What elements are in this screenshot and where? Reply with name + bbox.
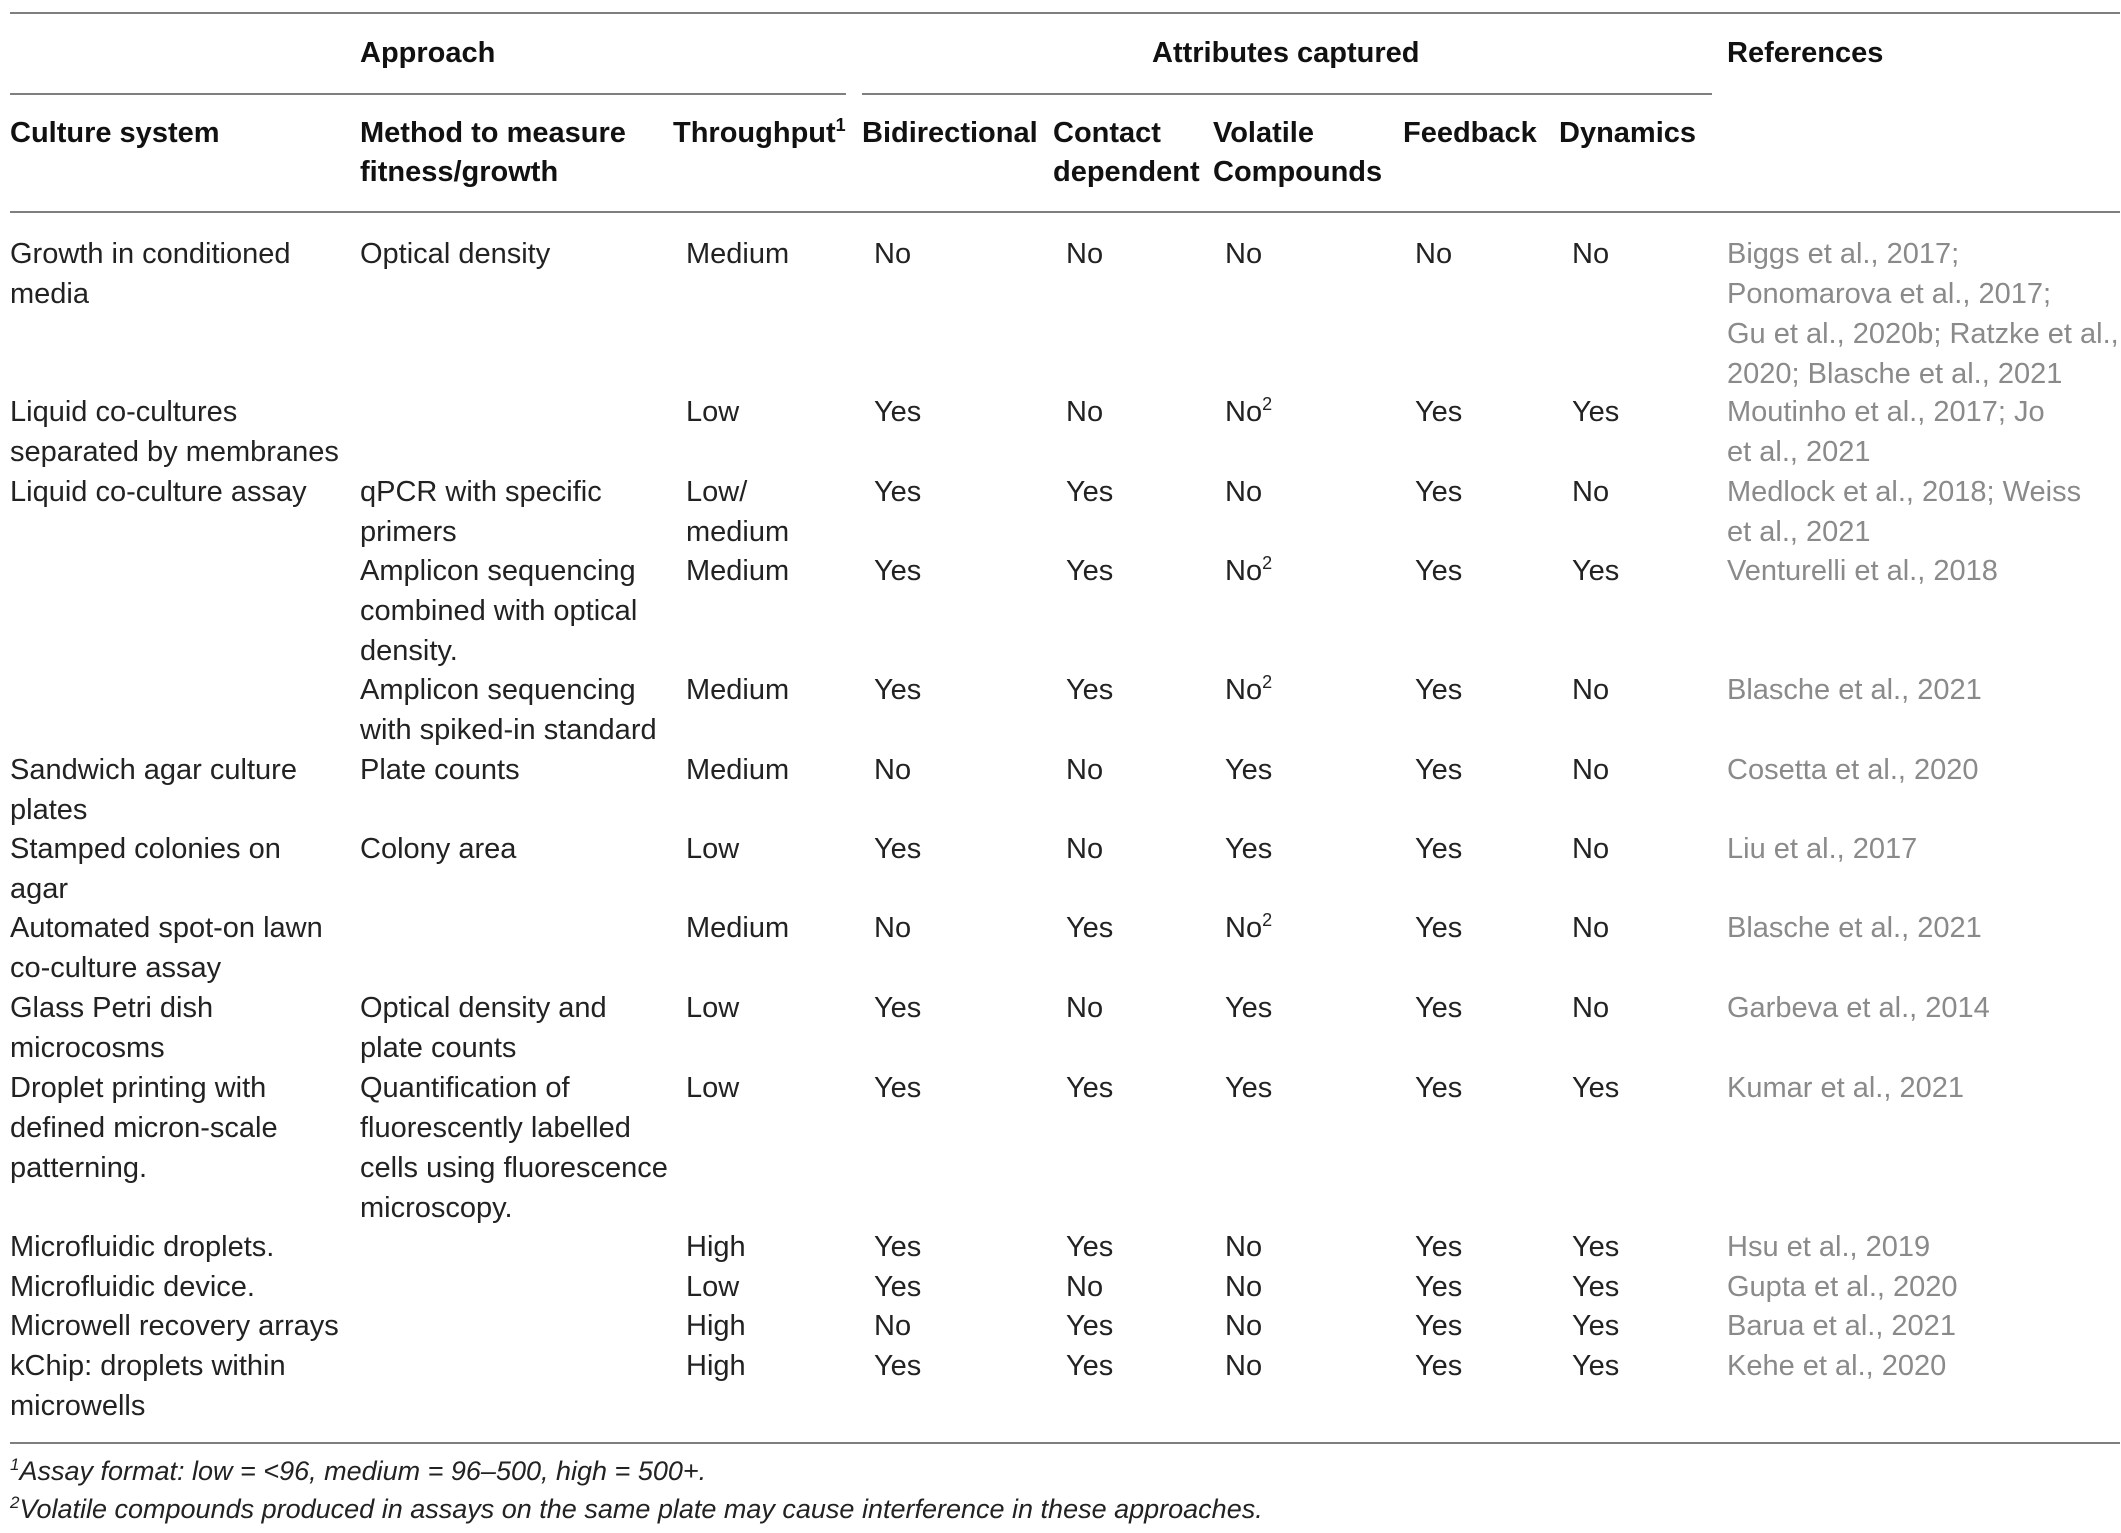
dynamics-cell-value: No — [1572, 833, 1610, 865]
culture-system-cell-line: Microfluidic droplets. — [10, 1231, 275, 1263]
contact-dependent-cell — [1066, 750, 1103, 790]
dynamics-cell-value: No — [1572, 754, 1610, 786]
references-cell-line: Venturelli et al., 2018 — [1727, 555, 1998, 587]
feedback-cell-value: Yes — [1415, 396, 1463, 428]
throughput-cell-line: Medium — [686, 912, 790, 944]
volatile-compounds-cell-value: No — [1225, 674, 1263, 706]
throughput-cell-line: Low — [686, 1271, 740, 1303]
dynamics-cell — [1572, 988, 1609, 1028]
volatile-compounds-cell-value: Yes — [1225, 992, 1273, 1024]
method-cell-line: Optical density and — [360, 992, 607, 1024]
bidirectional-cell-value: Yes — [874, 1072, 922, 1104]
contact-dependent-cell — [1066, 1306, 1113, 1346]
header-volatile-line2: Compounds — [1213, 156, 1383, 188]
contact-dependent-cell — [1066, 234, 1103, 274]
culture-system-cell-line: Microfluidic device. — [10, 1271, 255, 1303]
method-cell-line: Colony area — [360, 833, 517, 865]
volatile-footnote-marker: 2 — [1262, 394, 1273, 414]
culture-system-cell-line: plates — [10, 794, 88, 826]
dynamics-cell — [1572, 392, 1619, 432]
culture-system-cell-line: Liquid co-culture assay — [10, 476, 307, 508]
throughput-cell-line: Low — [686, 833, 740, 865]
culture-system-cell-line: separated by membranes — [10, 436, 339, 468]
culture-system-cell-line: patterning. — [10, 1152, 148, 1184]
bidirectional-cell — [874, 1068, 921, 1108]
bidirectional-cell-value: Yes — [874, 476, 922, 508]
attributes-rule — [862, 93, 1712, 95]
dynamics-cell — [1572, 1227, 1619, 1267]
dynamics-cell — [1572, 1306, 1619, 1346]
method-cell-line: microscopy. — [360, 1192, 513, 1224]
contact-dependent-cell-value: Yes — [1066, 555, 1114, 587]
footnote-1-text: Assay format: low = <96, medium = 96–500, high = 500+. — [19, 1456, 707, 1486]
volatile-compounds-cell — [1225, 1346, 1262, 1386]
method-cell-line: with spiked-in standard — [360, 714, 657, 746]
references-cell-line: Ponomarova et al., 2017; — [1727, 278, 2052, 310]
dynamics-cell-value: No — [1572, 238, 1610, 270]
feedback-cell — [1415, 908, 1462, 948]
volatile-compounds-cell — [1225, 1306, 1262, 1346]
bidirectional-cell-value: No — [874, 754, 912, 786]
dynamics-cell — [1572, 1068, 1619, 1108]
volatile-compounds-cell-value: No — [1225, 1231, 1263, 1263]
references-cell-line: 2020; Blasche et al., 2021 — [1727, 358, 2063, 390]
dynamics-cell-value: Yes — [1572, 396, 1620, 428]
volatile-compounds-cell-value: Yes — [1225, 833, 1273, 865]
volatile-compounds-cell-value: No — [1225, 476, 1263, 508]
footnote-2-marker: 2 — [10, 1493, 20, 1512]
feedback-cell-value: Yes — [1415, 1310, 1463, 1342]
references-cell-line: Gupta et al., 2020 — [1727, 1271, 1958, 1303]
bidirectional-cell-value: Yes — [874, 992, 922, 1024]
header-feedback: Feedback — [1403, 117, 1537, 149]
volatile-compounds-cell — [1225, 1227, 1262, 1267]
bidirectional-cell — [874, 1267, 921, 1307]
feedback-cell — [1415, 829, 1462, 869]
volatile-compounds-cell — [1225, 1267, 1262, 1307]
references-cell-line: Moutinho et al., 2017; Jo — [1727, 396, 2045, 428]
feedback-cell-value: Yes — [1415, 833, 1463, 865]
header-dynamics: Dynamics — [1559, 117, 1697, 149]
contact-dependent-cell — [1066, 1227, 1113, 1267]
throughput-cell-line: Low — [686, 396, 740, 428]
contact-dependent-cell — [1066, 551, 1113, 591]
contact-dependent-cell-value: Yes — [1066, 1350, 1114, 1382]
references-cell-line: Garbeva et al., 2014 — [1727, 992, 1990, 1024]
feedback-cell-value: Yes — [1415, 1271, 1463, 1303]
method-cell-line: Optical density — [360, 238, 551, 270]
contact-dependent-cell — [1066, 988, 1103, 1028]
volatile-compounds-cell-value: No — [1225, 1271, 1263, 1303]
references-cell-line: Barua et al., 2021 — [1727, 1310, 1956, 1342]
throughput-cell-line: High — [686, 1231, 746, 1263]
culture-system-cell-line: Liquid co-cultures — [10, 396, 238, 428]
contact-dependent-cell — [1066, 1068, 1113, 1108]
bidirectional-cell — [874, 551, 921, 591]
dynamics-cell — [1572, 551, 1619, 591]
references-cell-line: Liu et al., 2017 — [1727, 833, 1918, 865]
feedback-cell-value: Yes — [1415, 555, 1463, 587]
header-throughput-sup: 1 — [835, 115, 846, 135]
references-cell-line: Kumar et al., 2021 — [1727, 1072, 1964, 1104]
method-cell-line: Quantification of — [360, 1072, 570, 1104]
throughput-cell-line: Low/ — [686, 476, 748, 508]
feedback-cell-value: Yes — [1415, 754, 1463, 786]
throughput-cell-line: Medium — [686, 555, 790, 587]
culture-system-cell-line: Growth in conditioned — [10, 238, 291, 270]
method-cell-line: cells using fluorescence — [360, 1152, 668, 1184]
volatile-compounds-cell — [1225, 472, 1262, 512]
feedback-cell-value: No — [1415, 238, 1453, 270]
culture-system-cell-line: Sandwich agar culture — [10, 754, 297, 786]
dynamics-cell — [1572, 829, 1609, 869]
header-bottom-rule — [10, 211, 2120, 213]
volatile-compounds-cell — [1225, 234, 1262, 274]
method-cell-line: plate counts — [360, 1032, 517, 1064]
header-volatile — [1213, 114, 1382, 192]
header-contact-line1: Contact — [1053, 117, 1161, 149]
volatile-compounds-cell — [1225, 908, 1272, 951]
contact-dependent-cell — [1066, 1346, 1113, 1386]
feedback-cell-value: Yes — [1415, 992, 1463, 1024]
table-bottom-rule — [10, 1442, 2120, 1444]
contact-dependent-cell-value: No — [1066, 396, 1104, 428]
culture-system-cell-line: microcosms — [10, 1032, 165, 1064]
volatile-compounds-cell-value: No — [1225, 912, 1263, 944]
feedback-cell-value: Yes — [1415, 1072, 1463, 1104]
bidirectional-cell — [874, 750, 911, 790]
method-cell-line: Amplicon sequencing — [360, 555, 636, 587]
volatile-compounds-cell-value: No — [1225, 1310, 1263, 1342]
feedback-cell — [1415, 1306, 1462, 1346]
contact-dependent-cell — [1066, 1267, 1103, 1307]
feedback-cell — [1415, 1346, 1462, 1386]
method-cell-line: fluorescently labelled — [360, 1112, 631, 1144]
references-cell-line: Gu et al., 2020b; Ratzke et al., — [1727, 318, 2119, 350]
volatile-compounds-cell — [1225, 829, 1272, 869]
contact-dependent-cell-value: No — [1066, 992, 1104, 1024]
feedback-cell-value: Yes — [1415, 1350, 1463, 1382]
bidirectional-cell-value: No — [874, 1310, 912, 1342]
references-cell-line: Kehe et al., 2020 — [1727, 1350, 1947, 1382]
contact-dependent-cell-value: Yes — [1066, 1231, 1114, 1263]
culture-system-cell-line: Automated spot-on lawn — [10, 912, 323, 944]
dynamics-cell-value: Yes — [1572, 1072, 1620, 1104]
throughput-cell-line: medium — [686, 516, 790, 548]
feedback-cell — [1415, 988, 1462, 1028]
feedback-cell — [1415, 1068, 1462, 1108]
references-cell-line: Cosetta et al., 2020 — [1727, 754, 1979, 786]
dynamics-cell-value: No — [1572, 992, 1610, 1024]
bidirectional-cell — [874, 234, 911, 274]
dynamics-cell-value: Yes — [1572, 1231, 1620, 1263]
header-references: References — [1727, 37, 1884, 69]
header-approach: Approach — [360, 37, 496, 69]
footnote-1-marker: 1 — [10, 1455, 20, 1474]
volatile-compounds-cell — [1225, 551, 1272, 594]
footnote-2-text: Volatile compounds produced in assays on the same plate may cause interference in these approaches. — [19, 1494, 1263, 1524]
feedback-cell — [1415, 551, 1462, 591]
bidirectional-cell — [874, 908, 911, 948]
volatile-compounds-cell-value: Yes — [1225, 1072, 1273, 1104]
feedback-cell — [1415, 392, 1462, 432]
approach-rule — [10, 93, 846, 95]
throughput-cell-line: High — [686, 1310, 746, 1342]
feedback-cell — [1415, 472, 1462, 512]
feedback-cell-value: Yes — [1415, 476, 1463, 508]
bidirectional-cell-value: No — [874, 912, 912, 944]
bidirectional-cell-value: Yes — [874, 1350, 922, 1382]
bidirectional-cell-value: Yes — [874, 396, 922, 428]
volatile-compounds-cell-value: No — [1225, 555, 1263, 587]
culture-system-cell-line: microwells — [10, 1390, 146, 1422]
dynamics-cell-value: No — [1572, 476, 1610, 508]
header-culture-system: Culture system — [10, 117, 220, 149]
culture-system-cell-line: Glass Petri dish — [10, 992, 214, 1024]
throughput-cell-line: Medium — [686, 754, 790, 786]
method-cell-line: Plate counts — [360, 754, 520, 786]
dynamics-cell-value: No — [1572, 912, 1610, 944]
bidirectional-cell-value: Yes — [874, 674, 922, 706]
dynamics-cell — [1572, 908, 1609, 948]
contact-dependent-cell — [1066, 908, 1113, 948]
throughput-cell-line: Medium — [686, 674, 790, 706]
bidirectional-cell — [874, 1306, 911, 1346]
bidirectional-cell — [874, 472, 921, 512]
method-cell-line: density. — [360, 635, 458, 667]
dynamics-cell — [1572, 670, 1609, 710]
volatile-compounds-cell-value: No — [1225, 238, 1263, 270]
references-cell-line: Hsu et al., 2019 — [1727, 1231, 1931, 1263]
volatile-footnote-marker: 2 — [1262, 910, 1273, 930]
contact-dependent-cell — [1066, 392, 1103, 432]
bidirectional-cell-value: Yes — [874, 1231, 922, 1263]
references-cell-line: Blasche et al., 2021 — [1727, 912, 1982, 944]
feedback-cell — [1415, 750, 1462, 790]
volatile-footnote-marker: 2 — [1262, 553, 1273, 573]
volatile-compounds-cell-value: Yes — [1225, 754, 1273, 786]
throughput-cell-line: High — [686, 1350, 746, 1382]
bidirectional-cell — [874, 988, 921, 1028]
method-cell-line: qPCR with specific — [360, 476, 602, 508]
header-volatile-line1: Volatile — [1213, 117, 1314, 149]
footnote-1 — [10, 1456, 706, 1487]
feedback-cell — [1415, 234, 1452, 274]
contact-dependent-cell — [1066, 472, 1113, 512]
culture-system-cell-line: agar — [10, 873, 69, 905]
bidirectional-cell-value: No — [874, 238, 912, 270]
volatile-compounds-cell — [1225, 670, 1272, 713]
bidirectional-cell-value: Yes — [874, 833, 922, 865]
feedback-cell — [1415, 1267, 1462, 1307]
contact-dependent-cell-value: Yes — [1066, 1310, 1114, 1342]
contact-dependent-cell-value: Yes — [1066, 476, 1114, 508]
contact-dependent-cell — [1066, 670, 1113, 710]
culture-system-cell-line: Microwell recovery arrays — [10, 1310, 339, 1342]
method-cell-line: primers — [360, 516, 457, 548]
culture-system-cell-line: defined micron-scale — [10, 1112, 278, 1144]
feedback-cell — [1415, 1227, 1462, 1267]
bidirectional-cell — [874, 1227, 921, 1267]
footnote-2 — [10, 1494, 1263, 1525]
references-cell-line: Medlock et al., 2018; Weiss — [1727, 476, 2082, 508]
header-contact-line2: dependent — [1053, 156, 1200, 188]
bidirectional-cell — [874, 1346, 921, 1386]
table-top-rule — [10, 12, 2120, 14]
header-throughput — [673, 114, 846, 156]
volatile-compounds-cell — [1225, 392, 1272, 435]
feedback-cell — [1415, 670, 1462, 710]
feedback-cell-value: Yes — [1415, 1231, 1463, 1263]
dynamics-cell — [1572, 472, 1609, 512]
feedback-cell-value: Yes — [1415, 912, 1463, 944]
header-method-line2: fitness/growth — [360, 156, 559, 188]
header-method — [360, 114, 626, 192]
volatile-compounds-cell-value: No — [1225, 1350, 1263, 1382]
contact-dependent-cell-value: No — [1066, 754, 1104, 786]
header-bidirectional: Bidirectional — [862, 117, 1038, 149]
dynamics-cell — [1572, 1267, 1619, 1307]
contact-dependent-cell — [1066, 829, 1103, 869]
culture-system-cell-line: media — [10, 278, 89, 310]
dynamics-cell-value: Yes — [1572, 1271, 1620, 1303]
references-cell-line: Blasche et al., 2021 — [1727, 674, 1982, 706]
dynamics-cell-value: Yes — [1572, 555, 1620, 587]
bidirectional-cell-value: Yes — [874, 1271, 922, 1303]
culture-system-cell-line: Stamped colonies on — [10, 833, 281, 865]
bidirectional-cell — [874, 670, 921, 710]
bidirectional-cell-value: Yes — [874, 555, 922, 587]
dynamics-cell — [1572, 234, 1609, 274]
contact-dependent-cell-value: No — [1066, 1271, 1104, 1303]
volatile-compounds-cell — [1225, 988, 1272, 1028]
culture-system-cell-line: kChip: droplets within — [10, 1350, 286, 1382]
contact-dependent-cell-value: No — [1066, 833, 1104, 865]
volatile-compounds-cell-value: No — [1225, 396, 1263, 428]
culture-system-cell-line: co-culture assay — [10, 952, 222, 984]
throughput-cell-line: Medium — [686, 238, 790, 270]
contact-dependent-cell-value: Yes — [1066, 674, 1114, 706]
throughput-cell-line: Low — [686, 1072, 740, 1104]
dynamics-cell-value: Yes — [1572, 1310, 1620, 1342]
dynamics-cell-value: Yes — [1572, 1350, 1620, 1382]
volatile-compounds-cell — [1225, 1068, 1272, 1108]
header-throughput-label: Throughput — [673, 117, 836, 149]
dynamics-cell — [1572, 1346, 1619, 1386]
method-cell-line: combined with optical — [360, 595, 638, 627]
contact-dependent-cell-value: Yes — [1066, 912, 1114, 944]
volatile-footnote-marker: 2 — [1262, 672, 1273, 692]
dynamics-cell-value: No — [1572, 674, 1610, 706]
contact-dependent-cell-value: Yes — [1066, 1072, 1114, 1104]
header-attributes-captured: Attributes captured — [1152, 37, 1420, 69]
volatile-compounds-cell — [1225, 750, 1272, 790]
header-contact — [1053, 114, 1200, 192]
method-cell-line: Amplicon sequencing — [360, 674, 636, 706]
culture-system-cell-line: Droplet printing with — [10, 1072, 267, 1104]
references-cell-line: et al., 2021 — [1727, 436, 1871, 468]
references-cell-line: et al., 2021 — [1727, 516, 1871, 548]
references-cell-line: Biggs et al., 2017; — [1727, 238, 1960, 270]
contact-dependent-cell-value: No — [1066, 238, 1104, 270]
feedback-cell-value: Yes — [1415, 674, 1463, 706]
bidirectional-cell — [874, 829, 921, 869]
throughput-cell-line: Low — [686, 992, 740, 1024]
header-method-line1: Method to measure — [360, 117, 626, 149]
dynamics-cell — [1572, 750, 1609, 790]
bidirectional-cell — [874, 392, 921, 432]
